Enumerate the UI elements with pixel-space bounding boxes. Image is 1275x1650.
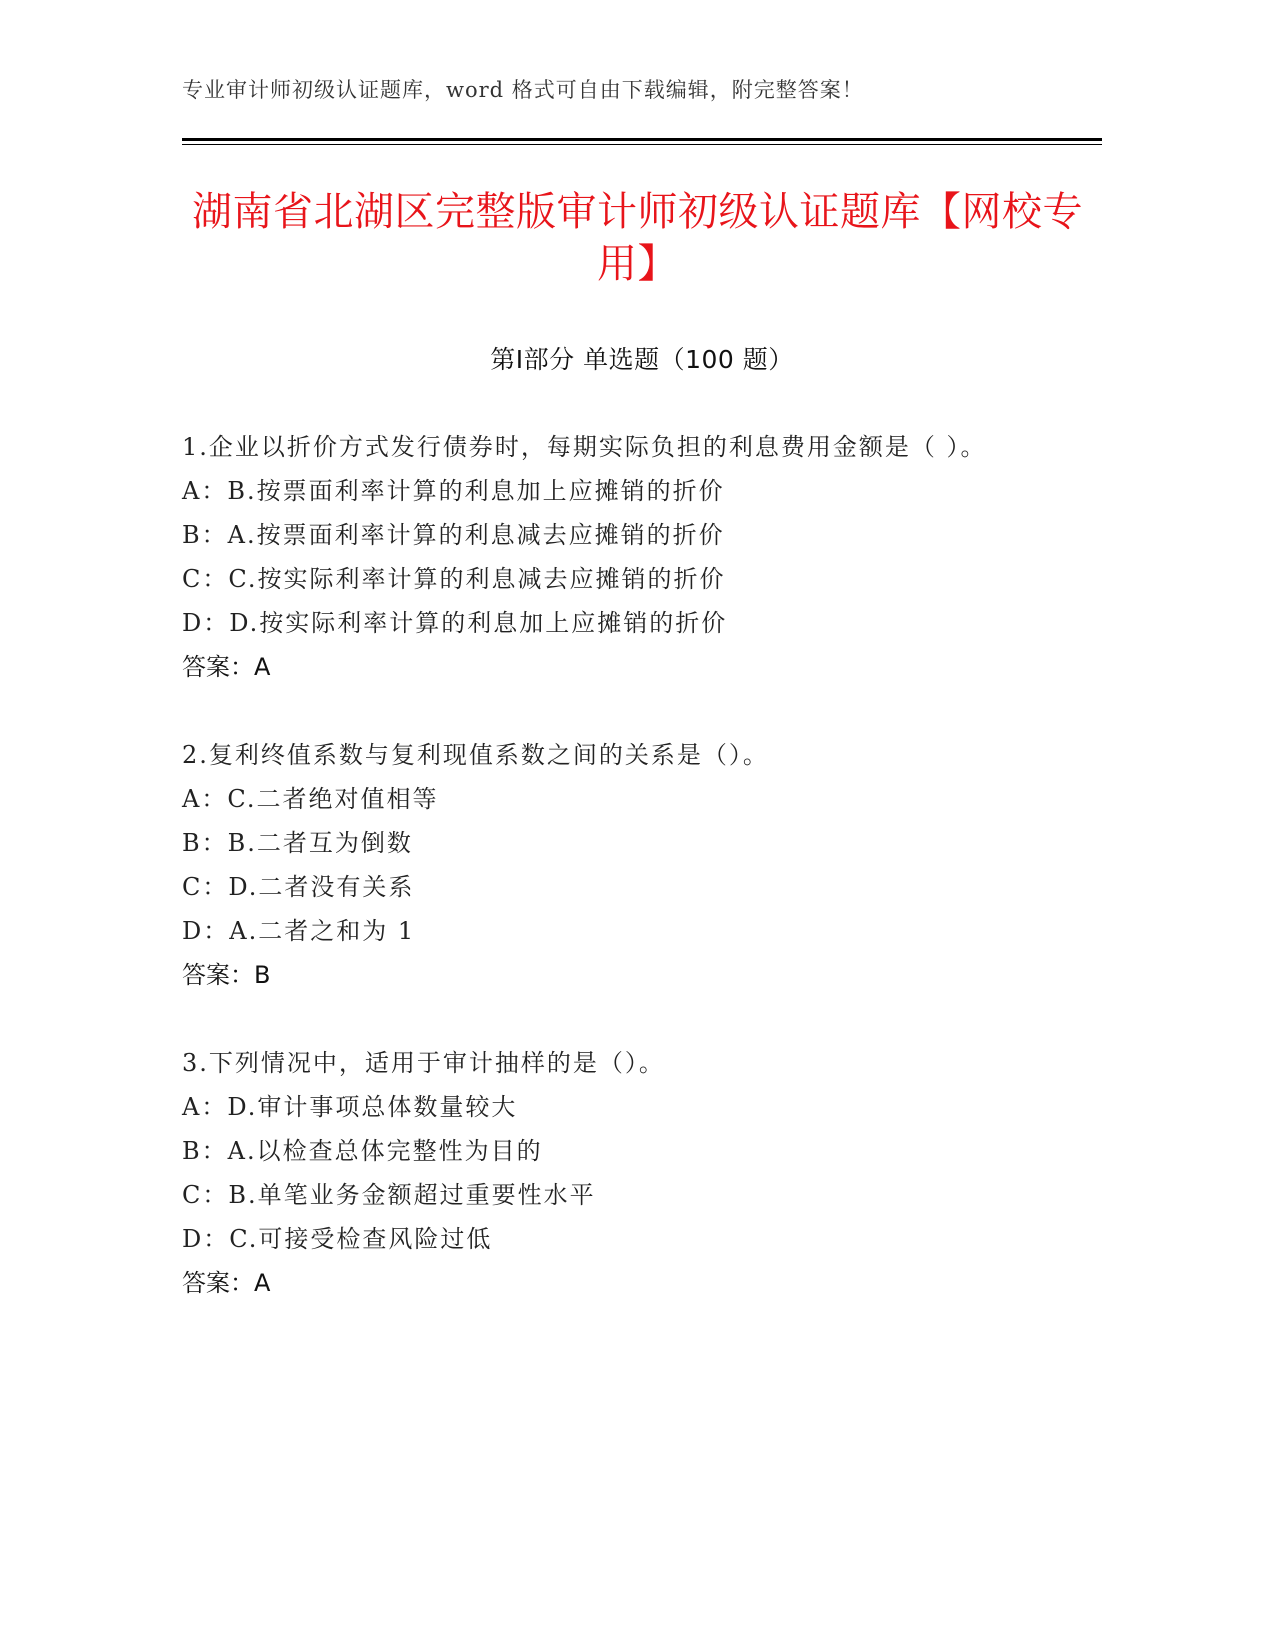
option-c: C：C.按实际利率计算的利息减去应摊销的折价 — [182, 565, 726, 593]
question-stem: 1.企业以折价方式发行债券时，每期实际负担的利息费用金额是（ ）。 — [182, 433, 987, 461]
question-stem: 3.下列情况中，适用于审计抽样的是（）。 — [182, 1049, 665, 1077]
question-3 — [182, 1041, 1102, 1305]
option-c: C：B.单笔业务金额超过重要性水平 — [182, 1181, 596, 1209]
option-b: B：A.按票面利率计算的利息减去应摊销的折价 — [182, 521, 725, 549]
answer-line: 答案：B — [182, 961, 271, 989]
header-divider-thick — [182, 138, 1102, 141]
option-b: B：B.二者互为倒数 — [182, 829, 413, 857]
document-title: 湖南省北湖区完整版审计师初级认证题库【网校专用】 — [192, 189, 1083, 287]
question-2 — [182, 733, 1102, 997]
option-c: C：D.二者没有关系 — [182, 873, 415, 901]
question-1 — [182, 425, 1102, 689]
question-stem: 2.复利终值系数与复利现值系数之间的关系是（）。 — [182, 741, 769, 769]
section-title: 第Ⅰ部分 单选题（100 题） — [490, 345, 794, 374]
option-d: D：D.按实际利率计算的利息加上应摊销的折价 — [182, 609, 728, 637]
option-a: A：B.按票面利率计算的利息加上应摊销的折价 — [182, 477, 725, 505]
header-note: 专业审计师初级认证题库，word 格式可自由下载编辑，附完整答案！ — [182, 78, 864, 102]
option-a: A：D.审计事项总体数量较大 — [182, 1093, 518, 1121]
question-list — [182, 425, 1102, 1349]
answer-line: 答案：A — [182, 1269, 271, 1297]
option-b: B：A.以检查总体完整性为目的 — [182, 1137, 543, 1165]
option-a: A：C.二者绝对值相等 — [182, 785, 439, 813]
option-d: D：C.可接受检查风险过低 — [182, 1225, 493, 1253]
answer-line: 答案：A — [182, 653, 271, 681]
option-d: D：A.二者之和为 1 — [182, 917, 416, 945]
header-divider-thin — [182, 144, 1102, 145]
